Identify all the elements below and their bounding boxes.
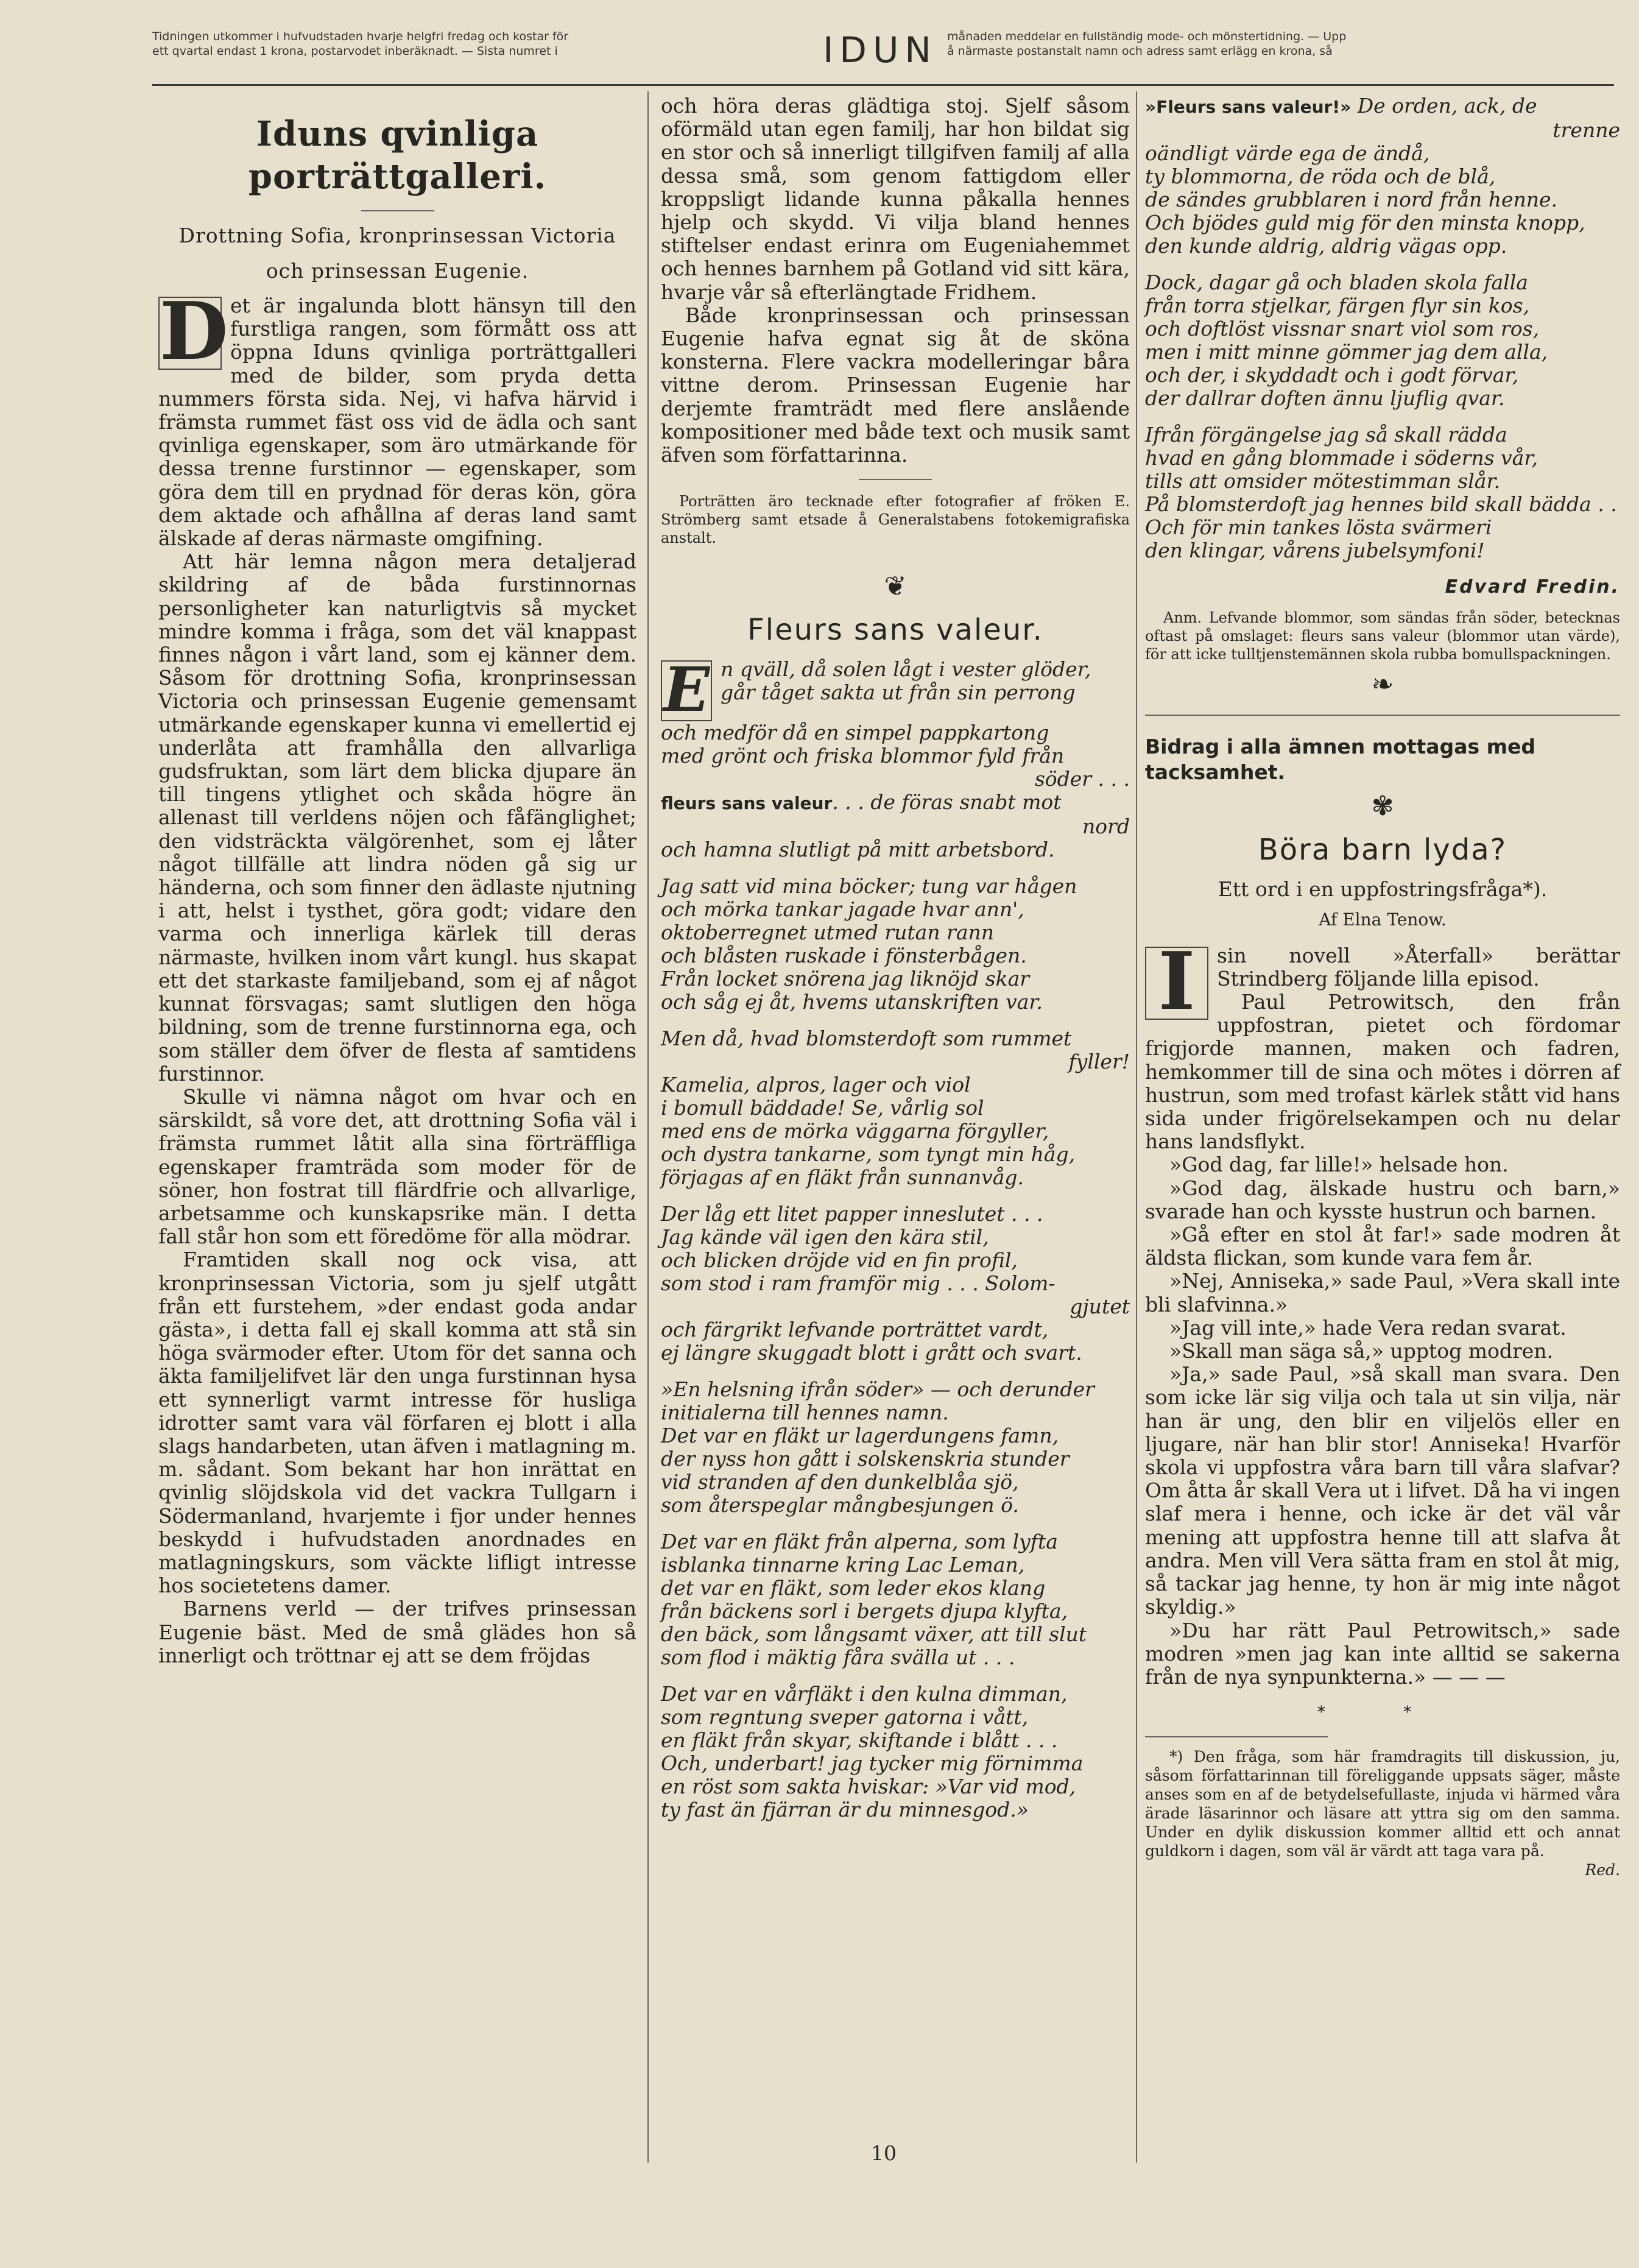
poem-line: och färgrikt lefvande porträttet vardt,: [661, 1318, 1049, 1342]
ornament-icon: ✾: [1371, 791, 1394, 822]
column-divider-1: [647, 91, 649, 2163]
poem-line: den klingar, vårens jubelsymfoni!: [1145, 539, 1485, 562]
poem-stanza-4: [661, 1203, 1130, 1365]
footnote-signature: Red.: [1585, 1861, 1620, 1879]
poem-line: oändligt värde ega de ändå,: [1145, 141, 1430, 165]
paragraph: Både kronprinsessan och prinsessan Eugenie hafva egnat sig åt de sköna konsterna. Flere vackra modelleringar båra vittne derom. Prinsessan Eugenie har derjemte framträdt med flere anslående kompositioner med både text och musik samt äfven som författarinna.: [661, 303, 1130, 467]
drop-cap: E: [661, 660, 712, 721]
poem-annotation: Anm. Lefvande blommor, som sändas från söder, betecknas oftast på omslaget: fleurs sans valeur (blommor utan värde), för att icke tulltjenstemännen skola rubba bomullspackningen.: [1145, 609, 1620, 663]
poem-stanza-5: [661, 1378, 1130, 1517]
paragraph-text: sin novell »Återfall» berättar Strindberg följande lilla episod.: [1217, 943, 1620, 991]
poem-stanza-7: [661, 1683, 1130, 1821]
ornament-icon: ❧: [1371, 669, 1394, 701]
header-right-line-1: månaden meddelar en fullständig mode- och mönstertidning. — Upp: [947, 30, 1347, 43]
poem-line: [661, 791, 1130, 815]
poem-line: går tåget sakta ut från sin perrong: [721, 680, 1076, 705]
poem-line: som återspeglar mångbesjungen ö.: [661, 1493, 1019, 1517]
poem-line: den kunde aldrig, aldrig vägas opp.: [1145, 234, 1507, 258]
section-rule: [859, 479, 932, 480]
poem-line-rest: . . . de föras snabt mot: [832, 790, 1062, 814]
column-3: [1145, 94, 1620, 1879]
poem-line: Och för min tankes lösta svärmeri: [1145, 515, 1492, 539]
poem-line: der nyss hon gått i solskenskria stunder: [661, 1447, 1070, 1471]
paragraph: Paul Petrowitsch, den från uppfostran, pietet och fördomar frigjorde mannen, maken och fadren, hemkommer till de sina och mötes i dörren af hustrun, som med trofast kärlek stått vid hans sida under frigörelsekampen och nu delar hans landsflykt.: [1145, 990, 1620, 1154]
header-left-notice: [152, 29, 792, 58]
poem-line: och medför då en simpel pappkartong: [661, 721, 1049, 745]
illustration-note: Porträtten äro tecknade efter fotografier af fröken E. Strömberg samt etsade å Generalstabens fotokemigrafiska anstalt.: [661, 493, 1130, 547]
paragraph: »Du har rätt Paul Petrowitsch,» sade modren »men jag kan inte alltid se sakerna från de nya synpunkterna.» — — —: [1145, 1618, 1620, 1689]
paragraph: »Gå efter en stol åt far!» sade modren åt äldsta flickan, som kunde vara fem år.: [1145, 1223, 1620, 1270]
section-stars: * *: [1317, 1703, 1448, 1722]
poem-line: som flod i mäktig fåra svälla ut . . .: [661, 1645, 1015, 1670]
poem-signature: Edvard Fredin.: [1445, 576, 1620, 598]
poem-line: Och, underbart! jag tycker mig förnimma: [661, 1751, 1084, 1776]
poem-line: hvad en gång blommade i söderns vår,: [1145, 446, 1538, 470]
poem-line: och der, i skyddadt och i godt förvar,: [1145, 363, 1519, 387]
footnote-rule: [1145, 1736, 1328, 1737]
paragraph: [1145, 934, 1620, 1028]
poem-line: Jag kände väl igen den kära stil,: [661, 1225, 989, 1249]
poem-line: Det var en fläkt ur lagerdungens famn,: [661, 1424, 1059, 1448]
paragraph: »God dag, älskade hustru och barn,» svarade han och kysste hustrun och barnen.: [1145, 1176, 1620, 1223]
poem-line: det var en fläkt, som leder ekos klang: [661, 1576, 1046, 1600]
poem-line: Der låg ett litet papper inneslutet . . .: [661, 1202, 1043, 1226]
poem-stanza-3: [661, 1027, 1130, 1189]
poem-emphasis: »Fleurs sans valeur!»: [1145, 97, 1352, 117]
poem-line: den bäck, som långsamt växer, att till slut: [661, 1622, 1087, 1647]
poem-line: vid stranden af den dunkelblåa sjö,: [661, 1470, 1019, 1494]
paragraph: Skulle vi nämna något om hvar och en särskildt, så vore det, att drottning Sofia väl i främsta rummet låtit alla sina förträffliga egenskaper framträda som moder för de söner, hon fostrat till flärdfrie och allvarlige, arbetsamme och kunskapsrike män. I detta fall står hon som ett föredöme för alla mödrar.: [158, 1084, 636, 1249]
article-title-children: Böra barn lyda?: [1258, 833, 1507, 867]
poem-line: Det var en fläkt från alperna, som lyfta: [661, 1530, 1058, 1554]
poem-line: förjagas af en fläkt från sunnanvåg.: [661, 1165, 1024, 1190]
poem-line: Och bjödes guld mig för den minsta knopp,: [1145, 211, 1585, 235]
paragraph: »Nej, Anniseka,» sade Paul, »Vera skall inte bli slafvinna.»: [1145, 1269, 1620, 1316]
poem-line: och blåsten ruskade i fönsterbågen.: [661, 944, 1027, 968]
poem-line: de sändes grubblaren i nord från henne.: [1145, 188, 1558, 211]
poem-line: från bäckens sorl i bergets djupa klyfta,: [661, 1599, 1068, 1623]
poem-stanza-6: [661, 1530, 1130, 1669]
paragraph-text: et är ingalunda blott hänsyn till den furstliga rangen, som förmått oss att öppna Iduns qvinliga porträttgalleri med de bilder, som pryda detta nummers första sida. Nej, vi hafva härvid i främsta rummet fäst oss vid de ädla och sant qvinliga egenskaper, som äro utmärkande för dessa trenne furstinnor — egenskaper, som göra dem till en prydnad för deras kön, göra dem aktade och afhållna af deras land samt älskade af deras närmaste omgifning.: [158, 294, 636, 551]
paragraph: »Jag vill inte,» hade Vera redan svarat.: [1169, 1315, 1567, 1340]
poem-line: tills att omsider mötestimman slår.: [1145, 469, 1501, 493]
header-right-notice: [947, 29, 1587, 58]
poem-line: »En helsning ifrån söder» — och derunder: [661, 1377, 1094, 1402]
article-title-portrait-gallery: Iduns qvinliga porträttgalleri.: [248, 114, 547, 197]
poem-line: nord: [1082, 814, 1130, 839]
poem-line: och dystra tankarne, som tyngt min håg,: [661, 1142, 1076, 1167]
poem-line: isblanka tinnarne kring Lac Leman,: [661, 1553, 1025, 1577]
poem-line: fyller!: [1068, 1050, 1130, 1074]
poem-line: som regntung sveper gatorna i vått,: [661, 1705, 1029, 1729]
paragraph: och höra deras glädtiga stoj. Sjelf såsom oförmäld utan egen familj, har hon bildat sig en stor och så innerligt tillgifven familj af alla dessa små, som genom fattigdom eller kroppsligt lidande kunna påkalla hennes hjelp och skydd. Vi vilja bland hennes stiftelser endast erinra om Eugeniahemmet och hennes barnhem på Gotland vid sitt kära, hvarje vår så efterlängtade Fridhem.: [661, 94, 1130, 304]
poem-line: [1145, 94, 1620, 119]
poem-line: Kamelia, alpros, lager och viol: [661, 1073, 971, 1097]
drop-cap: I: [1145, 947, 1208, 1020]
paragraph: [158, 284, 636, 551]
poem-line: Men då, hvad blomsterdoft som rummet: [661, 1026, 1072, 1051]
paragraph: »Skall man säga så,» upptog modren.: [1169, 1339, 1554, 1363]
title-rule: [361, 210, 434, 211]
header-left-line-2: ett qvartal endast 1 krona, postarvodet inberäknadt. — Sista numret i: [152, 44, 558, 58]
poem-line: der dallrar doften ännu ljuflig qvar.: [1145, 386, 1505, 410]
paragraph: Att här lemna någon mera detaljerad skildring af de båda furstinnornas personligheter kan naturligtvis så mycket mindre komma i fråga, som det väl knappast finnes någon i vårt land, som ej känner dem. Såsom för drottning Sofia, kronprinsessan Victoria och prinsessan Eugenie gemensamt utmärkande egenskaper kunna vi emellertid ej underlåta att framhålla den allvarliga gudsfruktan, som lärt dem blicka djupare än till tingens ytlighet och skåda högre än allenast till verldens nöjen och fåfänglighet; den vidsträckta välgörenhet, som ej låter något tillfälle att lindra nöden gå sig ur händerna, och som finner den ädlaste njutning i att, helst i tysthet, göra godt; vidare den varma och innerliga kärlek till deras närmaste, hvilken inom vårt kungl. hus skapat ett det starkaste familjeband, som ej af något kunnat försvagas; samt slutligen den höga bildning, som de trenne furstinnorna ega, och som ställer dem öfver de flesta af samtidens furstinnor.: [158, 549, 636, 1086]
poem-stanza-1: [661, 654, 1130, 862]
article-subtitle: Ett ord i en uppfostringsfråga*).: [1218, 877, 1548, 902]
poem-line-rest: De orden, ack, de: [1357, 94, 1537, 118]
article-subtitle-line-1: Drottning Sofia, kronprinsessan Victoria: [178, 224, 616, 247]
poem-stanza-10: [1145, 423, 1620, 562]
poem-line: trenne: [1553, 118, 1620, 142]
footnote: *) Den fråga, som här framdragits till diskussion, ju, såsom författarinnan till föreliggande uppsats säger, måste anses som en af de betydelsefullaste, injuda vi härmed våra ärade läsarinnor och läsare att yttra sig om den samma. Under en dylik diskussion kommer alltid ett och annat guldkorn i dagen, som väl är värdt att taga vara på.: [1145, 1748, 1620, 1860]
poem-line: och mörka tankar jagade hvar ann',: [661, 897, 1024, 922]
poem-line: ty blommorna, de röda och de blå,: [1145, 164, 1496, 188]
paragraph: »God dag, far lille!» helsade hon.: [1169, 1153, 1509, 1177]
poem-line: söder . . .: [1034, 767, 1130, 791]
page-header: [152, 23, 1614, 86]
poem-line: och blicken dröjde vid en fin profil,: [661, 1248, 1018, 1273]
poem-line: som stod i ram framför mig . . . Solom-: [661, 1271, 1056, 1296]
contributions-notice: Bidrag i alla ämnen mottagas med tacksamhet.: [1145, 715, 1620, 785]
poem-line: gjutet: [1070, 1295, 1130, 1319]
masthead: IDUN: [823, 29, 937, 71]
poem-line: Jag satt vid mina böcker; tung var hågen: [661, 874, 1077, 899]
poem-line: en röst som sakta hviskar: »Var vid mod,: [661, 1775, 1076, 1799]
poem-line: ej längre skuggadt blott i grått och svart.: [661, 1341, 1082, 1365]
poem-line: med grönt och friska blommor fyld från: [661, 744, 1065, 768]
drop-cap: D: [160, 284, 228, 378]
poem-line: och hamna slutligt på mitt arbetsbord.: [661, 838, 1055, 862]
poem-line: Dock, dagar gå och bladen skola falla: [1145, 270, 1528, 294]
page-number: 10: [871, 2141, 897, 2165]
poem-line: På blomsterdoft jag hennes bild skall bädda . .: [1145, 492, 1617, 516]
column-divider-2: [1136, 91, 1137, 2163]
poem-line: initialerna till hennes namn.: [661, 1401, 949, 1425]
paragraph: »Ja,» sade Paul, »så skall man svara. Den som icke lär sig vilja och tala ut sin vilja, när han är ung, den blir en viljelös eller en ljugare, när han blir stor! Anniseka! Hvarför skola vi uppfostra våra barn till våra slafvar? Om åtta år skall Vera ut i lifvet. Då ha vi ingen slaf mera i henne, och icke är det väl vår mening att uppfostra henne till att slafva åt andra. Men vill Vera sätta fram en stol åt mig, så tackar jag henne, ty hon är mig inte något skyldig.»: [1145, 1362, 1620, 1619]
poem-emphasis: fleurs sans valeur: [661, 793, 833, 814]
column-2: [661, 94, 1130, 1835]
poem-line: Från locket snörena jag liknöjd skar: [661, 967, 1030, 991]
ornament-icon: ❦: [884, 571, 907, 602]
poem-title: Fleurs sans valeur.: [747, 613, 1043, 648]
poem-line: och såg ej åt, hvems utanskriften var.: [661, 990, 1043, 1014]
header-left-line-1: Tidningen utkommer i hufvudstaden hvarje helgfri fredag och kostar för: [152, 30, 569, 43]
poem-line: en fläkt från skyar, skiftande i blått . . .: [661, 1728, 1058, 1753]
poem-line: n qväll, då solen lågt i vester glöder,: [721, 657, 1091, 682]
article-byline: Af Elna Tenow.: [1319, 910, 1447, 930]
paragraph: Framtiden skall nog ock visa, att kronprinsessan Victoria, som ju sjelf utgått från ett furstehem, »der endast goda andar gästa», i detta fall ej skall komma att stå sin höga svärmoder efter. Utom för det sanna och äkta familjelifvet lär den unga furstinnan hysa ett synnerligt varmt intresse för husliga idrotter samt vara väl förfaren ej blott i alla slags handarbeten, utan äfven i matlagning m. m. sådant. Som bekant har hon inrättat en qvinlig slöjdskola vid det vackra Tullgarn i Södermanland, hvarjemte i fjor under hennes beskydd i hufvudstaden anordnades en matlagningskurs, som väckte lifligt intresse hos societetens damer.: [158, 1248, 636, 1598]
poem-line: Det var en vårfläkt i den kulna dimman,: [661, 1682, 1068, 1706]
poem-line: med ens de mörka väggarna förgyller,: [661, 1119, 1049, 1143]
article-subtitle-line-2: och prinsessan Eugenie.: [266, 259, 529, 283]
poem-stanza-8: [1145, 94, 1620, 258]
paragraph: Barnens verld — der trifves prinsessan Eugenie bäst. Med de små glädes hon så innerligt och tröttnar ej att se dem fröjdas: [158, 1597, 636, 1667]
header-right-line-2: å närmaste postanstalt namn och adress samt erlägg en krona, så: [947, 44, 1333, 58]
poem-stanza-2: [661, 875, 1130, 1014]
poem-line: men i mitt minne gömmer jag dem alla,: [1145, 340, 1548, 364]
poem-line: oktoberregnet utmed rutan rann: [661, 920, 994, 945]
poem-line: och doftlöst vissnar snart viol som ros,: [1145, 317, 1540, 341]
poem-line: ty fast än fjärran är du minnesgod.»: [661, 1798, 1029, 1822]
poem-line: i bomull bäddade! Se, vårlig sol: [661, 1096, 984, 1120]
column-1: [158, 94, 636, 1667]
poem-line: Ifrån förgängelse jag så skall rädda: [1145, 423, 1507, 447]
poem-stanza-9: [1145, 271, 1620, 410]
poem-line: från torra stjelkar, färgen flyr sin kos,: [1145, 294, 1530, 317]
